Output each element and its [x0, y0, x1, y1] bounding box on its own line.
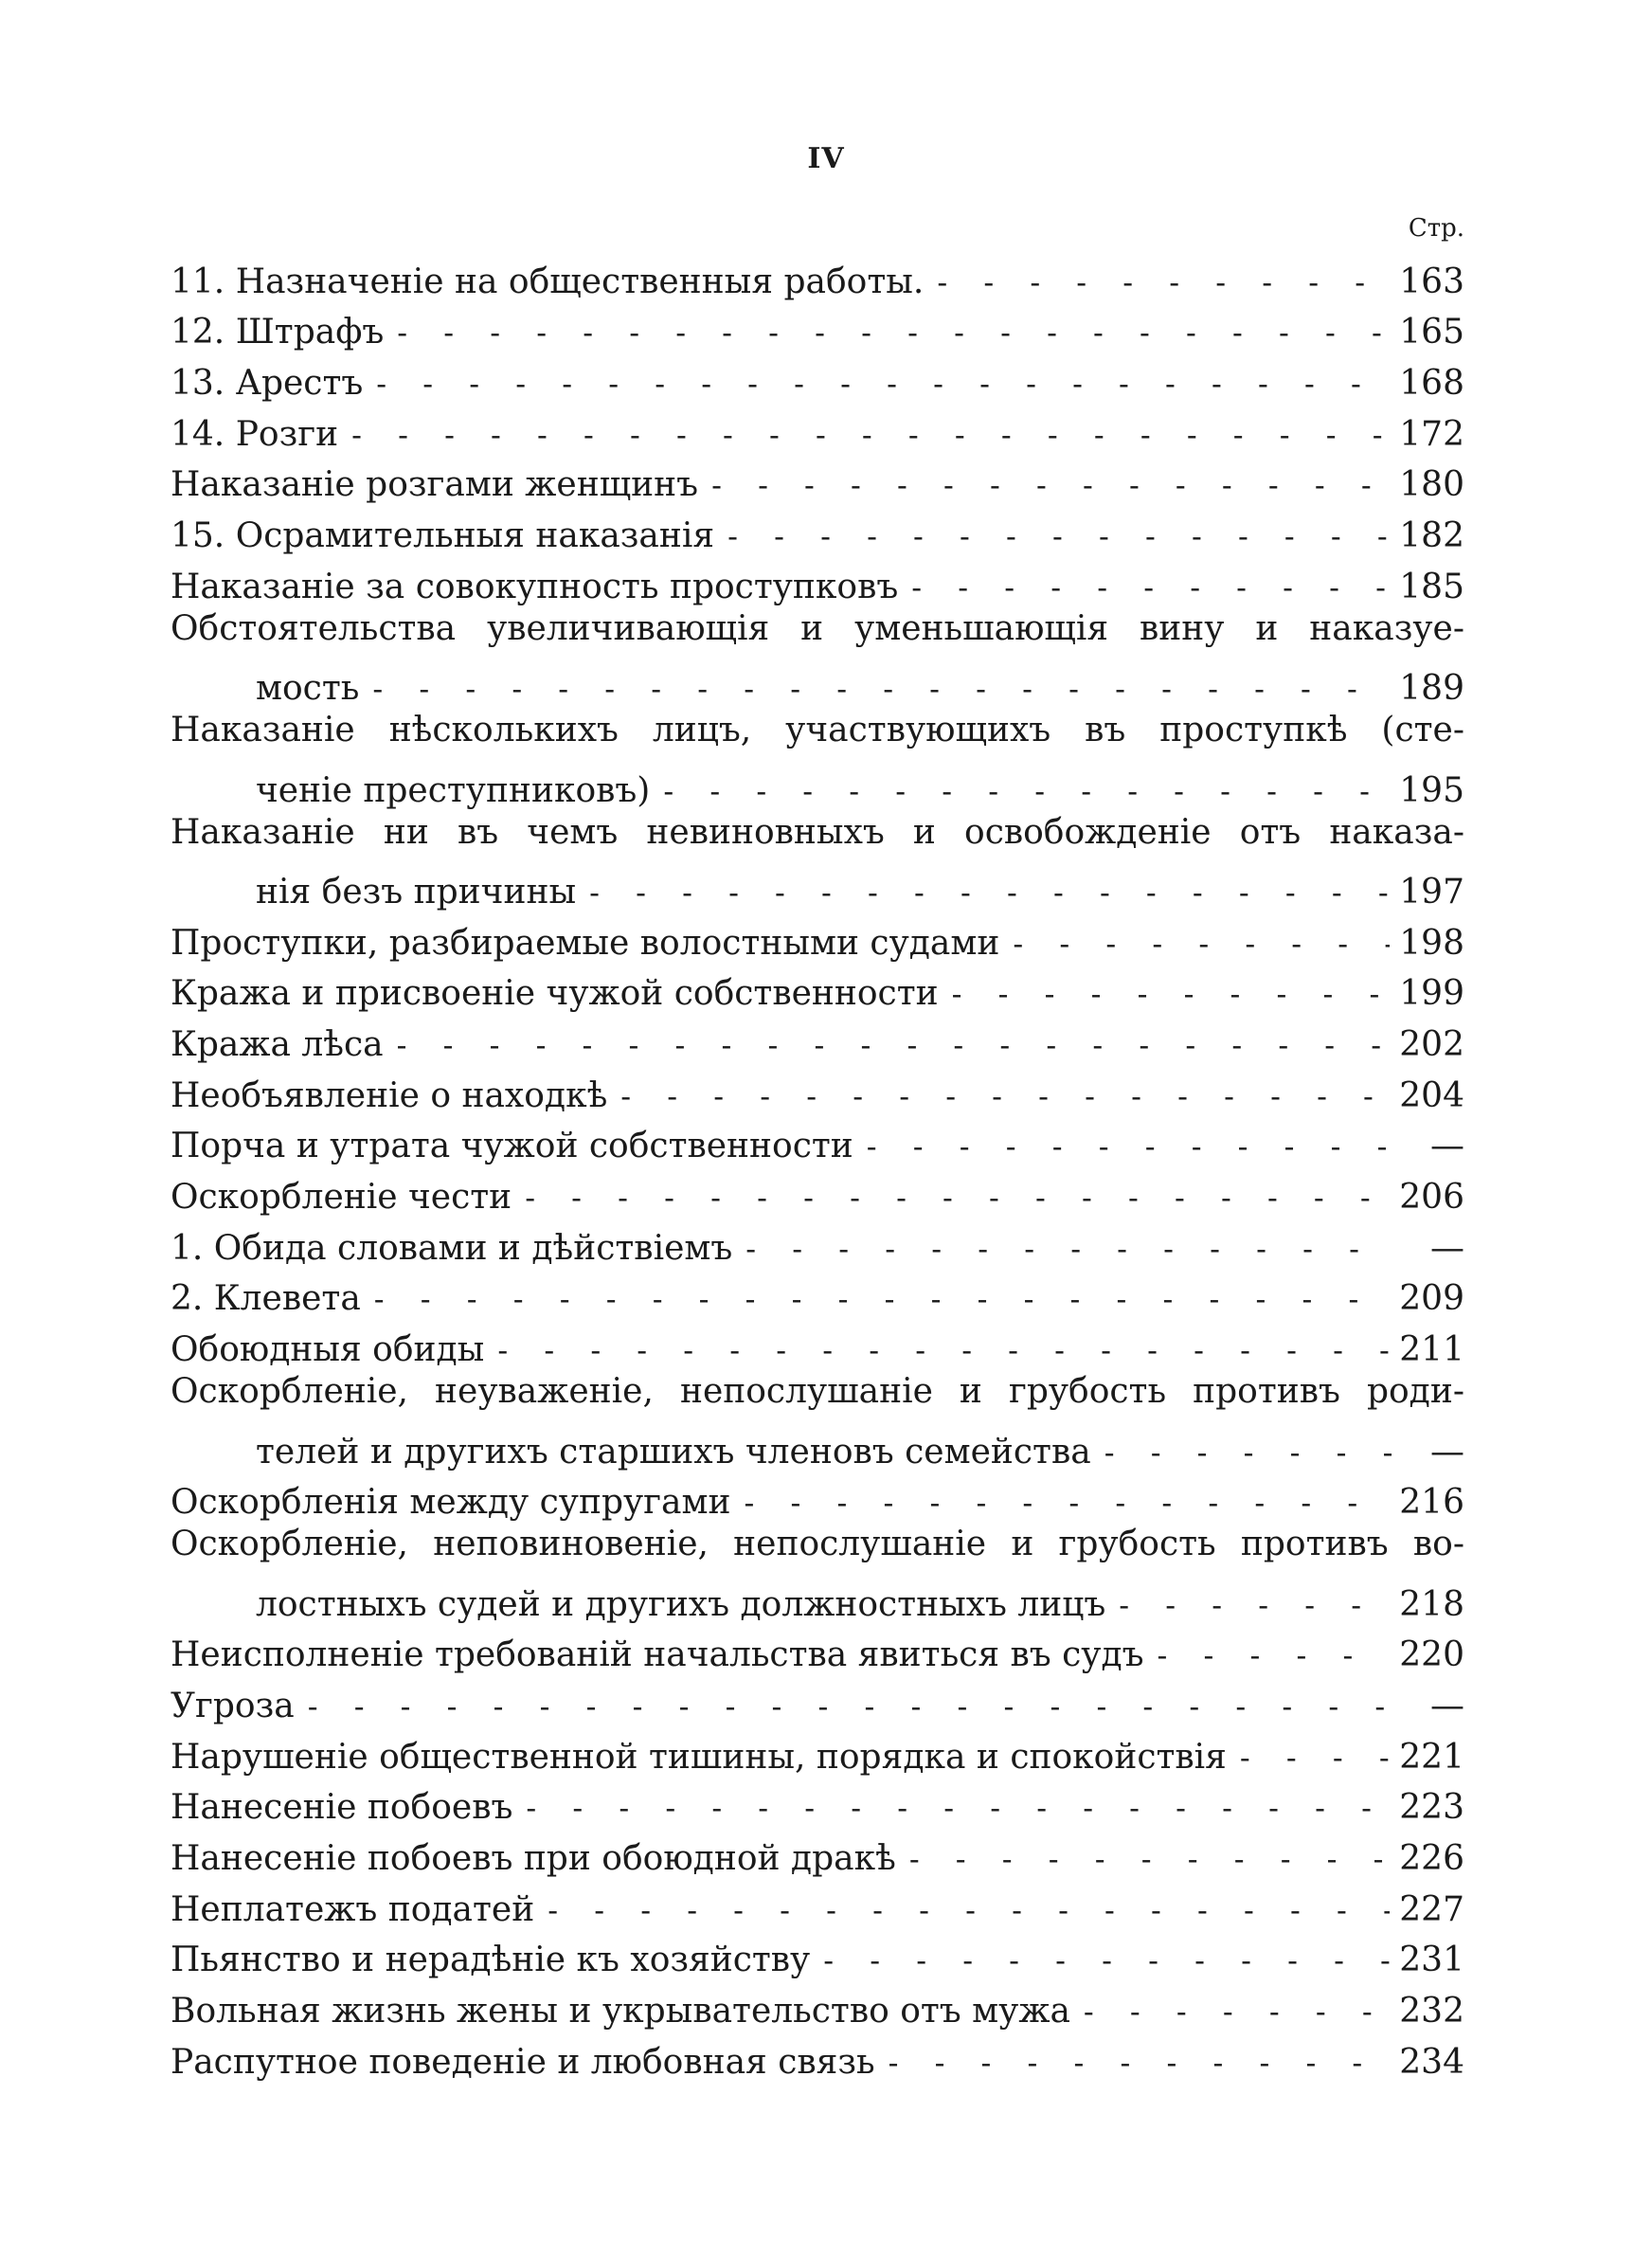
toc-entry-page: 209: [1399, 1279, 1464, 1319]
dot-leader: [548, 1889, 1390, 1931]
dot-leader: [525, 1177, 1390, 1219]
dot-leader: [823, 1940, 1390, 1981]
toc-entry-page: —: [1430, 1432, 1464, 1472]
toc-entry: [171, 353, 1464, 405]
toc-entry-page: 197: [1399, 872, 1464, 912]
toc-entry: [171, 1473, 1464, 1525]
toc-entry-title: Наказаніе за совокупность проступковъ: [171, 567, 899, 606]
toc-entry: [171, 1117, 1464, 1168]
toc-entry: [171, 2032, 1464, 2084]
toc-entry-title: Неисполненіе требованій начальства явиться въ судъ: [171, 1635, 1144, 1675]
toc-entry: [171, 1167, 1464, 1219]
toc-entry-title: Оскорбленіе, неуваженіе, непослушаніе и грубость противъ роди-: [171, 1372, 1464, 1412]
toc-entry: [171, 1727, 1464, 1779]
table-of-contents: [171, 252, 1464, 2084]
toc-entry-page: 172: [1399, 414, 1464, 454]
toc-entry-page: 185: [1399, 567, 1464, 606]
toc-entry-title: Нанесеніе побоевъ: [171, 1788, 513, 1828]
toc-entry: [171, 1270, 1464, 1321]
toc-entry: [171, 1931, 1464, 1982]
dot-leader: [397, 1024, 1391, 1066]
toc-entry-title: 13. Арестъ: [171, 364, 364, 404]
toc-entry: [171, 761, 1464, 812]
toc-entry-title: Наказаніе розгами женщинъ: [171, 465, 699, 505]
dot-leader: [711, 464, 1390, 506]
dot-leader: [952, 973, 1391, 1015]
toc-entry: [171, 1524, 1464, 1575]
toc-entry-title: Наказаніе нѣсколькихъ лицъ, участвующихъ въ проступкѣ (сте-: [171, 711, 1464, 750]
dot-leader: [663, 770, 1390, 812]
dot-leader: [889, 2042, 1391, 2084]
toc-entry-title: 12. Штрафъ: [171, 313, 385, 352]
toc-entry: [171, 1422, 1464, 1473]
toc-entry-title: Пьянство и нерадѣніе къ хозяйству: [171, 1941, 811, 1980]
toc-entry-title: 15. Осрамительныя наказанія: [171, 516, 715, 556]
toc-entry: [171, 303, 1464, 354]
toc-entry: [171, 862, 1464, 913]
toc-entry-page: 226: [1399, 1839, 1464, 1878]
dot-leader: [497, 1329, 1390, 1371]
toc-entry: [171, 659, 1464, 711]
dot-leader: [745, 1228, 1392, 1270]
toc-entry-page: 216: [1399, 1483, 1464, 1523]
toc-entry: [171, 913, 1464, 965]
dot-leader: [376, 363, 1390, 405]
toc-entry-page: 180: [1399, 465, 1464, 505]
dot-leader: [372, 668, 1390, 710]
dot-leader: [526, 1787, 1390, 1829]
toc-entry-title: Кража лѣса: [171, 1025, 384, 1064]
dot-leader: [620, 1075, 1390, 1117]
toc-entry-page: —: [1430, 1127, 1464, 1166]
toc-entry: [171, 1066, 1464, 1117]
toc-entry-title: Угроза: [171, 1686, 295, 1725]
toc-entry-title: Обоюдныя обиды: [171, 1330, 485, 1370]
toc-entry: [171, 1219, 1464, 1270]
toc-entry-page: 199: [1399, 974, 1464, 1014]
toc-entry-title: Необъявленіе о находкѣ: [171, 1075, 608, 1115]
toc-entry-page: 202: [1399, 1025, 1464, 1064]
toc-entry-title: Наказаніе ни въ чемъ невиновныхъ и освобожденіе отъ наказа-: [171, 812, 1464, 852]
toc-entry: [171, 965, 1464, 1016]
toc-entry-page: 231: [1399, 1941, 1464, 1980]
toc-entry: [171, 1371, 1464, 1422]
toc-entry-page: —: [1430, 1228, 1464, 1268]
dot-leader: [351, 414, 1390, 456]
toc-entry-title: телей и другихъ старшихъ членовъ семейства: [256, 1432, 1091, 1472]
toc-entry-title: Проступки, разбираемые волостными судами: [171, 923, 1000, 963]
toc-entry-title: нія безъ причины: [256, 872, 577, 912]
dot-leader: [1084, 1991, 1390, 2032]
toc-entry: [171, 1575, 1464, 1626]
toc-entry-title: 2. Клевета: [171, 1279, 361, 1319]
toc-entry: [171, 812, 1464, 863]
toc-entry: [171, 1829, 1464, 1880]
toc-entry: [171, 1015, 1464, 1066]
toc-entry-page: 165: [1399, 313, 1464, 352]
toc-entry-title: Оскорбленія между супругами: [171, 1483, 731, 1523]
dot-leader: [397, 312, 1390, 353]
toc-entry-page: 163: [1399, 262, 1464, 301]
toc-entry-page: 195: [1399, 770, 1464, 810]
toc-entry-page: 232: [1399, 1992, 1464, 2031]
toc-entry: [171, 405, 1464, 456]
toc-entry-title: ченіе преступниковъ): [256, 770, 651, 810]
toc-entry-title: Обстоятельства увеличивающія и уменьшающія вину и наказуе-: [171, 608, 1464, 648]
dot-leader: [308, 1686, 1392, 1727]
toc-entry-page: 168: [1399, 364, 1464, 404]
toc-entry-title: Неплатежъ податей: [171, 1889, 535, 1929]
dot-leader: [867, 1126, 1392, 1167]
toc-entry: [171, 1676, 1464, 1727]
dot-leader: [1119, 1584, 1390, 1626]
toc-entry-title: 14. Розги: [171, 414, 339, 454]
toc-entry-title: Оскорбленіе чести: [171, 1178, 512, 1218]
toc-entry-page: 218: [1399, 1584, 1464, 1624]
toc-entry: [171, 1320, 1464, 1371]
toc-entry-page: 227: [1399, 1889, 1464, 1929]
dot-leader: [911, 567, 1390, 608]
dot-leader: [937, 262, 1390, 303]
dot-leader: [374, 1278, 1391, 1320]
dot-leader: [1013, 923, 1390, 965]
page-number: IV: [807, 142, 845, 175]
dot-leader: [727, 515, 1390, 557]
toc-entry-page: 198: [1399, 923, 1464, 963]
toc-entry-title: Кража и присвоеніе чужой собственности: [171, 974, 939, 1014]
toc-entry-title: Распутное поведеніе и любовная связь: [171, 2042, 875, 2082]
toc-entry-page: 211: [1399, 1330, 1464, 1370]
toc-entry-page: 204: [1399, 1075, 1464, 1115]
toc-entry-page: 189: [1399, 669, 1464, 709]
toc-entry-title: лостныхъ судей и другихъ должностныхъ лицъ: [256, 1584, 1106, 1624]
toc-entry-page: 223: [1399, 1788, 1464, 1828]
toc-entry: [171, 506, 1464, 557]
toc-entry: [171, 608, 1464, 659]
toc-entry: [171, 1981, 1464, 2032]
toc-entry: [171, 252, 1464, 303]
toc-entry: [171, 456, 1464, 507]
toc-entry-title: Нарушеніе общественной тишины, порядка и спокойствія: [171, 1737, 1227, 1777]
toc-entry: [171, 1626, 1464, 1677]
toc-entry-title: мость: [256, 669, 360, 709]
toc-entry-title: Порча и утрата чужой собственности: [171, 1127, 853, 1166]
dot-leader: [589, 872, 1390, 913]
toc-entry-page: 220: [1399, 1635, 1464, 1675]
toc-entry-title: 1. Обида словами и дѣйствіемъ: [171, 1228, 733, 1268]
dot-leader: [745, 1482, 1391, 1524]
toc-entry-page: 182: [1399, 516, 1464, 556]
dot-leader: [1240, 1737, 1390, 1779]
toc-entry: [171, 557, 1464, 608]
toc-entry-title: Вольная жизнь жены и укрывательство отъ мужа: [171, 1992, 1070, 2031]
toc-entry-page: 206: [1399, 1178, 1464, 1218]
dot-leader: [1104, 1432, 1392, 1473]
toc-entry-page: —: [1430, 1686, 1464, 1725]
toc-entry: [171, 1880, 1464, 1931]
toc-entry-title: 11. Назначеніе на общественныя работы.: [171, 262, 925, 301]
toc-entry-page: 234: [1399, 2042, 1464, 2082]
dot-leader: [1158, 1634, 1391, 1676]
dot-leader: [909, 1838, 1390, 1880]
toc-entry-page: 221: [1399, 1737, 1464, 1777]
toc-entry: [171, 1779, 1464, 1830]
toc-entry-title: Нанесеніе побоевъ при обоюдной дракѣ: [171, 1839, 896, 1878]
toc-entry-title: Оскорбленіе, неповиновеніе, непослушаніе и грубость противъ во-: [171, 1525, 1464, 1564]
page-column-label: Стр.: [1408, 214, 1464, 243]
toc-entry: [171, 710, 1464, 761]
